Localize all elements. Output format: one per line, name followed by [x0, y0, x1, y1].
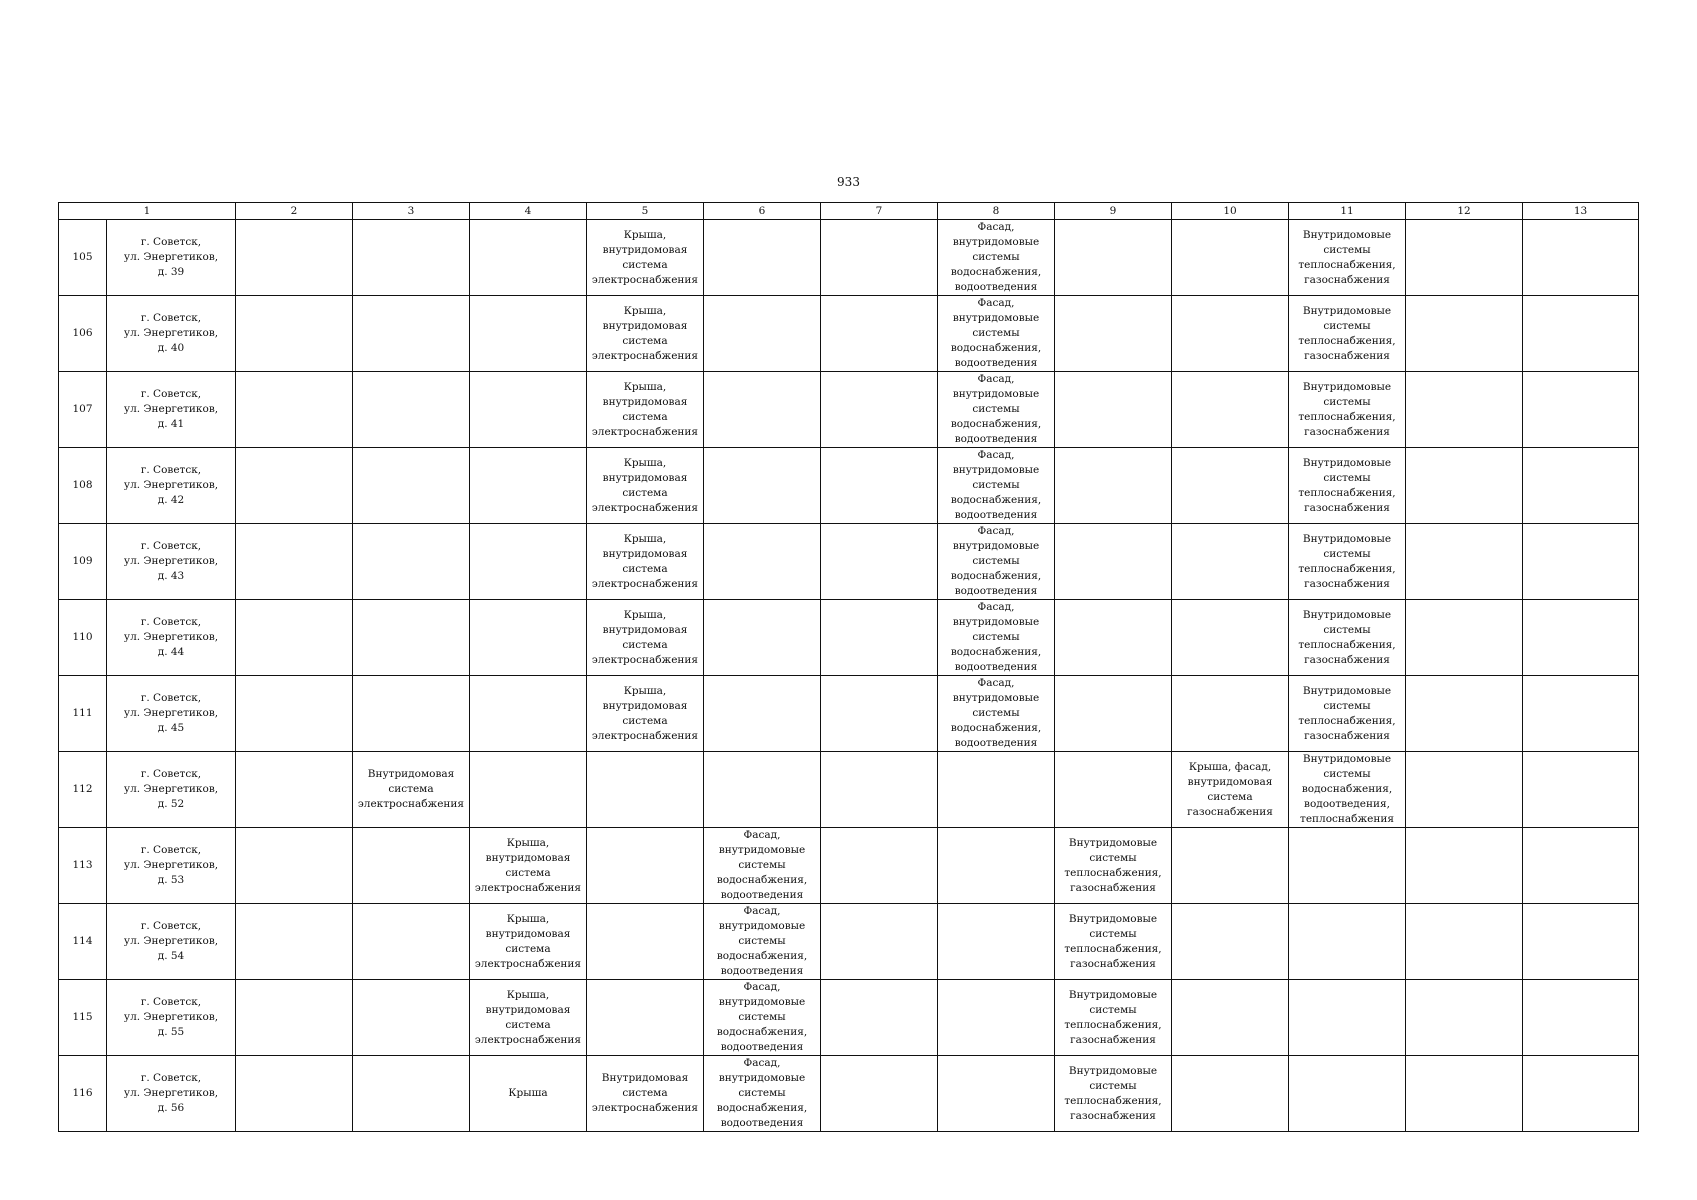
col-3-cell — [353, 372, 470, 448]
col-3-cell — [353, 676, 470, 752]
row-number-cell-text: 110 — [72, 631, 93, 643]
col-11-cell — [1289, 904, 1406, 980]
table-row — [59, 524, 1639, 600]
col-11-cell — [1289, 448, 1406, 524]
col-5-cell — [587, 524, 704, 600]
col-7-cell — [821, 600, 938, 676]
col-6-cell — [704, 220, 821, 296]
row-number-cell-text: 116 — [72, 1087, 93, 1099]
col-8-cell-text: Фасад, внутридомовые системы водоснабжения, водоотведения — [950, 525, 1042, 597]
col-11-cell — [1289, 676, 1406, 752]
row-number-cell — [59, 828, 107, 904]
col-9-cell — [1055, 1056, 1172, 1132]
col-7-cell — [821, 676, 938, 752]
col-2-cell — [236, 1056, 353, 1132]
col-2-cell — [236, 980, 353, 1056]
row-number-cell — [59, 448, 107, 524]
col-11-cell-text: Внутридомовые системы теплоснабжения, газоснабжения — [1298, 608, 1396, 666]
col-4-cell — [470, 980, 587, 1056]
col-4-cell-text: Крыша, внутридомовая система электроснабжения — [474, 988, 582, 1046]
column-header: 5 — [587, 203, 704, 220]
address-cell — [107, 524, 236, 600]
col-7-cell — [821, 828, 938, 904]
address-cell — [107, 904, 236, 980]
col-6-cell — [704, 980, 821, 1056]
address-cell — [107, 752, 236, 828]
col-7-cell — [821, 448, 938, 524]
col-12-cell — [1406, 980, 1523, 1056]
col-5-cell — [587, 220, 704, 296]
col-9-cell-text: Внутридомовые системы теплоснабжения, газоснабжения — [1064, 912, 1162, 970]
col-13-cell — [1523, 828, 1639, 904]
col-8-cell-text: Фасад, внутридомовые системы водоснабжения, водоотведения — [950, 449, 1042, 521]
col-13-cell — [1523, 904, 1639, 980]
col-11-cell — [1289, 1056, 1406, 1132]
col-8-cell — [938, 524, 1055, 600]
col-13-cell — [1523, 752, 1639, 828]
col-11-cell — [1289, 600, 1406, 676]
col-2-cell — [236, 448, 353, 524]
column-header: 13 — [1523, 203, 1639, 220]
col-11-cell — [1289, 980, 1406, 1056]
col-4-cell — [470, 752, 587, 828]
row-number-cell — [59, 524, 107, 600]
col-10-cell — [1172, 904, 1289, 980]
col-2-cell — [236, 524, 353, 600]
table-body — [59, 220, 1639, 1132]
column-header: 7 — [821, 203, 938, 220]
table-row — [59, 600, 1639, 676]
row-number-cell — [59, 676, 107, 752]
col-6-cell-text: Фасад, внутридомовые системы водоснабжения, водоотведения — [716, 829, 808, 901]
col-9-cell — [1055, 600, 1172, 676]
col-6-cell — [704, 296, 821, 372]
column-number-header-row — [59, 203, 1639, 220]
col-11-cell — [1289, 752, 1406, 828]
col-9-cell — [1055, 372, 1172, 448]
col-5-cell — [587, 600, 704, 676]
address-cell-text: г. Советск, ул. Энергетиков, д. 54 — [123, 920, 219, 962]
row-number-cell — [59, 980, 107, 1056]
table-row — [59, 448, 1639, 524]
col-13-cell — [1523, 448, 1639, 524]
col-3-cell — [353, 1056, 470, 1132]
col-4-cell-text: Крыша, внутридомовая система электроснабжения — [474, 836, 582, 894]
col-10-cell — [1172, 676, 1289, 752]
column-header: 12 — [1406, 203, 1523, 220]
col-10-cell — [1172, 600, 1289, 676]
row-number-cell — [59, 600, 107, 676]
table-row — [59, 828, 1639, 904]
col-4-cell — [470, 676, 587, 752]
table-row — [59, 1056, 1639, 1132]
row-number-cell-text: 115 — [72, 1011, 93, 1023]
col-5-cell-text: Крыша, внутридомовая система электроснабжения — [591, 304, 699, 362]
table-row — [59, 296, 1639, 372]
col-5-cell — [587, 904, 704, 980]
col-8-cell — [938, 752, 1055, 828]
col-5-cell — [587, 980, 704, 1056]
address-cell-text: г. Советск, ул. Энергетиков, д. 42 — [123, 464, 219, 506]
col-9-cell — [1055, 752, 1172, 828]
row-number-cell-text: 112 — [72, 783, 93, 795]
col-5-cell — [587, 1056, 704, 1132]
col-9-cell — [1055, 220, 1172, 296]
col-3-cell — [353, 448, 470, 524]
col-4-cell-text: Крыша — [508, 1087, 548, 1099]
col-11-cell — [1289, 220, 1406, 296]
col-3-cell — [353, 980, 470, 1056]
col-5-cell — [587, 448, 704, 524]
col-11-cell-text: Внутридомовые системы теплоснабжения, газоснабжения — [1298, 380, 1396, 438]
col-10-cell — [1172, 296, 1289, 372]
col-10-cell — [1172, 372, 1289, 448]
col-13-cell — [1523, 296, 1639, 372]
col-6-cell — [704, 904, 821, 980]
col-7-cell — [821, 752, 938, 828]
col-5-cell — [587, 828, 704, 904]
row-number-cell-text: 105 — [72, 251, 93, 263]
col-4-cell — [470, 448, 587, 524]
col-2-cell — [236, 676, 353, 752]
address-cell-text: г. Советск, ул. Энергетиков, д. 43 — [123, 540, 219, 582]
col-13-cell — [1523, 1056, 1639, 1132]
col-8-cell-text: Фасад, внутридомовые системы водоснабжения, водоотведения — [950, 297, 1042, 369]
col-2-cell — [236, 904, 353, 980]
row-number-cell — [59, 296, 107, 372]
col-6-cell — [704, 828, 821, 904]
col-13-cell — [1523, 600, 1639, 676]
address-cell-text: г. Советск, ул. Энергетиков, д. 53 — [123, 844, 219, 886]
col-8-cell — [938, 828, 1055, 904]
col-8-cell — [938, 220, 1055, 296]
col-11-cell-text: Внутридомовые системы теплоснабжения, газоснабжения — [1298, 532, 1396, 590]
address-cell-text: г. Советск, ул. Энергетиков, д. 52 — [123, 768, 219, 810]
row-number-cell-text: 109 — [72, 555, 93, 567]
col-4-cell — [470, 904, 587, 980]
column-header: 4 — [470, 203, 587, 220]
address-cell-text: г. Советск, ул. Энергетиков, д. 39 — [123, 236, 219, 278]
column-header: 11 — [1289, 203, 1406, 220]
col-5-cell-text: Крыша, внутридомовая система электроснабжения — [591, 456, 699, 514]
col-2-cell — [236, 828, 353, 904]
col-7-cell — [821, 296, 938, 372]
col-10-cell — [1172, 980, 1289, 1056]
col-2-cell — [236, 600, 353, 676]
col-7-cell — [821, 1056, 938, 1132]
col-4-cell — [470, 524, 587, 600]
table-row — [59, 676, 1639, 752]
col-10-cell — [1172, 524, 1289, 600]
col-10-cell-text: Крыша, фасад, внутридомовая система газоснабжения — [1187, 760, 1273, 818]
col-4-cell — [470, 372, 587, 448]
col-13-cell — [1523, 372, 1639, 448]
col-3-cell — [353, 904, 470, 980]
col-5-cell — [587, 752, 704, 828]
col-8-cell-text: Фасад, внутридомовые системы водоснабжения, водоотведения — [950, 373, 1042, 445]
address-cell-text: г. Советск, ул. Энергетиков, д. 44 — [123, 616, 219, 658]
row-number-cell-text: 106 — [72, 327, 93, 339]
col-7-cell — [821, 904, 938, 980]
address-cell-text: г. Советск, ул. Энергетиков, д. 41 — [123, 388, 219, 430]
address-cell — [107, 980, 236, 1056]
table-row — [59, 904, 1639, 980]
col-9-cell — [1055, 676, 1172, 752]
col-6-cell — [704, 600, 821, 676]
row-number-cell-text: 108 — [72, 479, 93, 491]
page-number: 933 — [837, 175, 860, 189]
address-cell — [107, 1056, 236, 1132]
col-9-cell — [1055, 904, 1172, 980]
column-header: 2 — [236, 203, 353, 220]
col-11-cell-text: Внутридомовые системы теплоснабжения, газоснабжения — [1298, 304, 1396, 362]
col-3-cell — [353, 752, 470, 828]
address-cell — [107, 448, 236, 524]
col-11-cell — [1289, 828, 1406, 904]
table-row — [59, 372, 1639, 448]
col-13-cell — [1523, 676, 1639, 752]
table-row — [59, 752, 1639, 828]
col-5-cell-text: Внутридомовая система электроснабжения — [591, 1072, 699, 1114]
col-10-cell — [1172, 752, 1289, 828]
row-number-cell-text: 111 — [72, 707, 93, 719]
col-3-cell-text: Внутридомовая система электроснабжения — [357, 768, 465, 810]
col-10-cell — [1172, 220, 1289, 296]
col-4-cell — [470, 296, 587, 372]
col-7-cell — [821, 220, 938, 296]
col-8-cell — [938, 296, 1055, 372]
col-5-cell-text: Крыша, внутридомовая система электроснабжения — [591, 608, 699, 666]
address-cell — [107, 220, 236, 296]
row-number-cell — [59, 372, 107, 448]
col-13-cell — [1523, 980, 1639, 1056]
col-10-cell — [1172, 1056, 1289, 1132]
row-number-cell-text: 114 — [72, 935, 93, 947]
col-12-cell — [1406, 828, 1523, 904]
column-header: 3 — [353, 203, 470, 220]
col-2-cell — [236, 220, 353, 296]
column-header: 1 — [59, 203, 236, 220]
col-8-cell — [938, 904, 1055, 980]
col-13-cell — [1523, 220, 1639, 296]
address-cell-text: г. Советск, ул. Энергетиков, д. 40 — [123, 312, 219, 354]
col-3-cell — [353, 296, 470, 372]
col-6-cell — [704, 448, 821, 524]
col-11-cell-text: Внутридомовые системы теплоснабжения, газоснабжения — [1298, 684, 1396, 742]
col-2-cell — [236, 752, 353, 828]
col-12-cell — [1406, 676, 1523, 752]
col-12-cell — [1406, 296, 1523, 372]
address-cell-text: г. Советск, ул. Энергетиков, д. 55 — [123, 996, 219, 1038]
col-5-cell — [587, 296, 704, 372]
col-7-cell — [821, 524, 938, 600]
col-8-cell — [938, 1056, 1055, 1132]
col-4-cell — [470, 600, 587, 676]
repair-schedule-table — [58, 202, 1639, 1132]
col-5-cell-text: Крыша, внутридомовая система электроснабжения — [591, 380, 699, 438]
row-number-cell-text: 107 — [72, 403, 93, 415]
table-row — [59, 980, 1639, 1056]
col-10-cell — [1172, 828, 1289, 904]
column-header: 10 — [1172, 203, 1289, 220]
col-5-cell-text: Крыша, внутридомовая система электроснабжения — [591, 228, 699, 286]
col-11-cell — [1289, 296, 1406, 372]
col-12-cell — [1406, 524, 1523, 600]
col-9-cell-text: Внутридомовые системы теплоснабжения, газоснабжения — [1064, 988, 1162, 1046]
col-12-cell — [1406, 448, 1523, 524]
col-8-cell-text: Фасад, внутридомовые системы водоснабжения, водоотведения — [950, 221, 1042, 293]
table-row — [59, 220, 1639, 296]
row-number-cell-text: 113 — [72, 859, 93, 871]
col-11-cell-text: Внутридомовые системы теплоснабжения, газоснабжения — [1298, 228, 1396, 286]
row-number-cell — [59, 904, 107, 980]
col-8-cell — [938, 372, 1055, 448]
col-9-cell-text: Внутридомовые системы теплоснабжения, газоснабжения — [1064, 836, 1162, 894]
col-3-cell — [353, 828, 470, 904]
col-8-cell-text: Фасад, внутридомовые системы водоснабжения, водоотведения — [950, 677, 1042, 749]
col-5-cell-text: Крыша, внутридомовая система электроснабжения — [591, 532, 699, 590]
col-6-cell-text: Фасад, внутридомовые системы водоснабжения, водоотведения — [716, 981, 808, 1053]
col-10-cell — [1172, 448, 1289, 524]
col-4-cell — [470, 1056, 587, 1132]
col-11-cell — [1289, 524, 1406, 600]
col-4-cell-text: Крыша, внутридомовая система электроснабжения — [474, 912, 582, 970]
address-cell — [107, 676, 236, 752]
col-9-cell — [1055, 524, 1172, 600]
row-number-cell — [59, 220, 107, 296]
column-header: 9 — [1055, 203, 1172, 220]
col-2-cell — [236, 372, 353, 448]
col-7-cell — [821, 980, 938, 1056]
column-header: 6 — [704, 203, 821, 220]
col-4-cell — [470, 220, 587, 296]
col-12-cell — [1406, 372, 1523, 448]
col-8-cell — [938, 980, 1055, 1056]
address-cell — [107, 296, 236, 372]
col-3-cell — [353, 600, 470, 676]
col-13-cell — [1523, 524, 1639, 600]
col-12-cell — [1406, 600, 1523, 676]
col-9-cell — [1055, 296, 1172, 372]
col-8-cell — [938, 600, 1055, 676]
col-6-cell — [704, 1056, 821, 1132]
col-5-cell-text: Крыша, внутридомовая система электроснабжения — [591, 684, 699, 742]
col-6-cell — [704, 752, 821, 828]
address-cell — [107, 372, 236, 448]
col-6-cell — [704, 524, 821, 600]
col-9-cell — [1055, 448, 1172, 524]
col-12-cell — [1406, 220, 1523, 296]
row-number-cell — [59, 1056, 107, 1132]
col-5-cell — [587, 372, 704, 448]
col-3-cell — [353, 220, 470, 296]
address-cell — [107, 600, 236, 676]
col-8-cell — [938, 676, 1055, 752]
col-6-cell-text: Фасад, внутридомовые системы водоснабжения, водоотведения — [716, 1057, 808, 1129]
address-cell-text: г. Советск, ул. Энергетиков, д. 45 — [123, 692, 219, 734]
row-number-cell — [59, 752, 107, 828]
col-7-cell — [821, 372, 938, 448]
col-6-cell — [704, 372, 821, 448]
col-9-cell-text: Внутридомовые системы теплоснабжения, газоснабжения — [1064, 1064, 1162, 1122]
col-9-cell — [1055, 980, 1172, 1056]
col-11-cell — [1289, 372, 1406, 448]
col-12-cell — [1406, 904, 1523, 980]
col-4-cell — [470, 828, 587, 904]
col-3-cell — [353, 524, 470, 600]
address-cell-text: г. Советск, ул. Энергетиков, д. 56 — [123, 1072, 219, 1114]
col-6-cell — [704, 676, 821, 752]
col-8-cell-text: Фасад, внутридомовые системы водоснабжения, водоотведения — [950, 601, 1042, 673]
col-5-cell — [587, 676, 704, 752]
col-12-cell — [1406, 752, 1523, 828]
col-8-cell — [938, 448, 1055, 524]
col-2-cell — [236, 296, 353, 372]
col-9-cell — [1055, 828, 1172, 904]
col-6-cell-text: Фасад, внутридомовые системы водоснабжения, водоотведения — [716, 905, 808, 977]
col-11-cell-text: Внутридомовые системы теплоснабжения, газоснабжения — [1298, 456, 1396, 514]
column-header: 8 — [938, 203, 1055, 220]
col-12-cell — [1406, 1056, 1523, 1132]
col-11-cell-text: Внутридомовые системы водоснабжения, водоотведения, теплоснабжения — [1300, 753, 1394, 825]
address-cell — [107, 828, 236, 904]
